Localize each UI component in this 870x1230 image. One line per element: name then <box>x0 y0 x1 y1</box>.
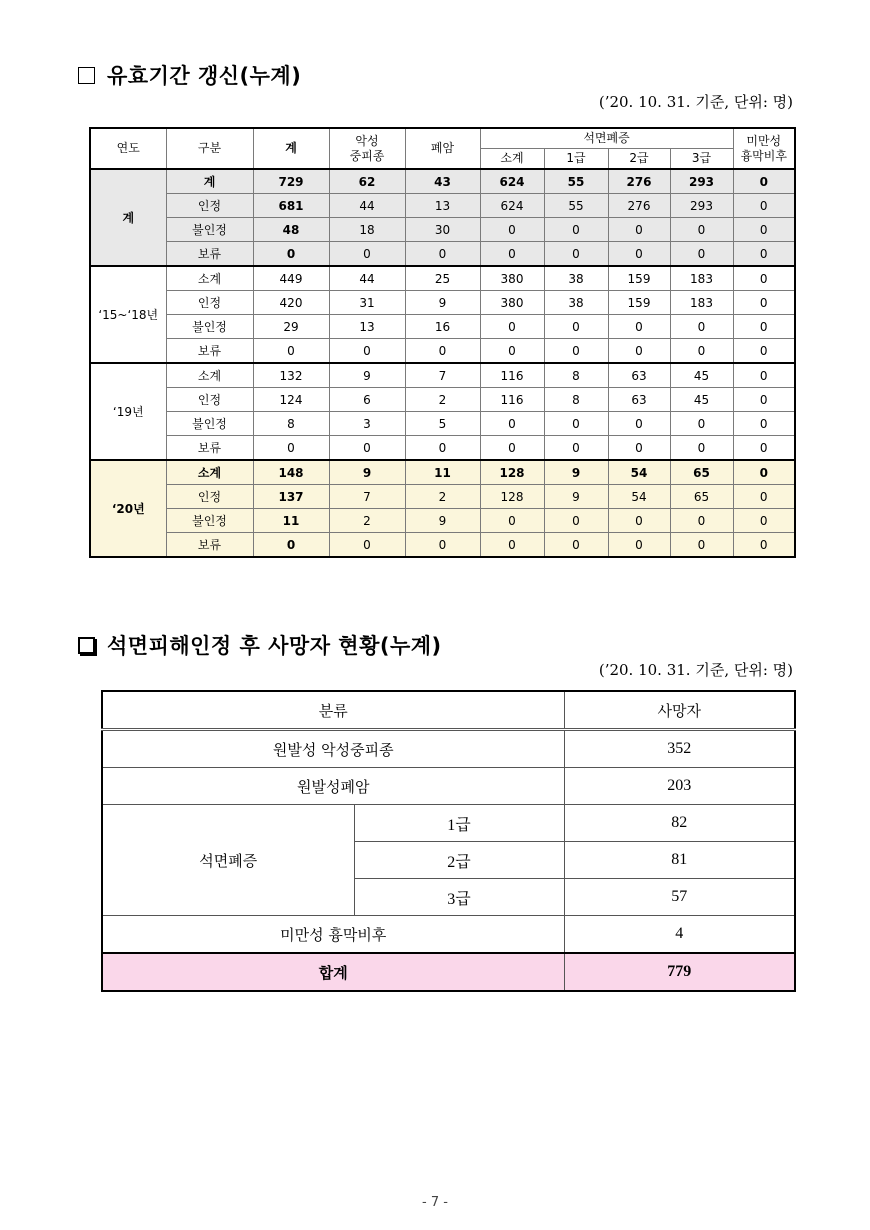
deaths-table <box>101 690 796 992</box>
row-label: 불인정 <box>166 315 253 339</box>
value-cell: 0 <box>544 509 608 533</box>
value-cell: 65 <box>670 485 733 509</box>
row-asbestosis-value: 81 <box>564 842 795 879</box>
value-cell: 0 <box>733 533 795 558</box>
value-cell: 0 <box>405 436 480 461</box>
renewal-table <box>89 127 796 558</box>
table-row <box>90 169 795 194</box>
row-label: 인정 <box>166 485 253 509</box>
value-cell: 9 <box>544 460 608 485</box>
value-cell: 0 <box>608 509 670 533</box>
value-cell: 2 <box>329 509 405 533</box>
value-cell: 0 <box>253 339 329 364</box>
shadowed-square-icon <box>78 637 95 654</box>
value-cell: 0 <box>670 412 733 436</box>
value-cell: 159 <box>608 291 670 315</box>
value-cell: 54 <box>608 460 670 485</box>
header-grade2: 2급 <box>608 149 670 170</box>
value-cell: 0 <box>733 412 795 436</box>
header-grade3: 3급 <box>670 149 733 170</box>
section2-title <box>78 630 442 660</box>
row-label: 소계 <box>166 266 253 291</box>
value-cell: 8 <box>544 388 608 412</box>
value-cell: 18 <box>329 218 405 242</box>
row-asbestosis-grade: 3급 <box>354 879 564 916</box>
value-cell: 0 <box>480 315 544 339</box>
value-cell: 16 <box>405 315 480 339</box>
table-row <box>90 533 795 558</box>
row-lung-value: 203 <box>564 768 795 805</box>
value-cell: 0 <box>480 436 544 461</box>
section1-note: (’20. 10. 31. 기준, 단위: 명) <box>598 93 793 111</box>
row-label: 계 <box>166 169 253 194</box>
value-cell: 0 <box>544 218 608 242</box>
table-group-20 <box>90 460 795 557</box>
value-cell: 54 <box>608 485 670 509</box>
table-row <box>90 339 795 364</box>
value-cell: 0 <box>733 218 795 242</box>
value-cell: 0 <box>733 315 795 339</box>
value-cell: 6 <box>329 388 405 412</box>
value-cell: 0 <box>253 436 329 461</box>
value-cell: 38 <box>544 266 608 291</box>
value-cell: 0 <box>329 242 405 267</box>
value-cell: 62 <box>329 169 405 194</box>
value-cell: 0 <box>608 412 670 436</box>
table-row <box>90 485 795 509</box>
value-cell: 183 <box>670 291 733 315</box>
row-label: 인정 <box>166 194 253 218</box>
value-cell: 9 <box>405 509 480 533</box>
value-cell: 0 <box>733 509 795 533</box>
header-mesothelioma: 악성 중피종 <box>329 128 405 169</box>
value-cell: 0 <box>480 509 544 533</box>
value-cell: 0 <box>544 436 608 461</box>
value-cell: 420 <box>253 291 329 315</box>
value-cell: 0 <box>670 436 733 461</box>
year-cell: ‘19년 <box>90 363 166 460</box>
value-cell: 9 <box>405 291 480 315</box>
value-cell: 0 <box>733 436 795 461</box>
value-cell: 44 <box>329 266 405 291</box>
value-cell: 30 <box>405 218 480 242</box>
value-cell: 0 <box>608 339 670 364</box>
table-row <box>90 412 795 436</box>
value-cell: 128 <box>480 485 544 509</box>
value-cell: 380 <box>480 291 544 315</box>
value-cell: 0 <box>608 315 670 339</box>
value-cell: 0 <box>329 436 405 461</box>
value-cell: 124 <box>253 388 329 412</box>
table-row <box>90 242 795 267</box>
row-label: 불인정 <box>166 218 253 242</box>
value-cell: 13 <box>329 315 405 339</box>
value-cell: 0 <box>544 339 608 364</box>
value-cell: 0 <box>544 412 608 436</box>
value-cell: 137 <box>253 485 329 509</box>
row-label: 불인정 <box>166 509 253 533</box>
value-cell: 276 <box>608 194 670 218</box>
value-cell: 159 <box>608 266 670 291</box>
value-cell: 0 <box>670 315 733 339</box>
table-row <box>90 388 795 412</box>
value-cell: 44 <box>329 194 405 218</box>
value-cell: 9 <box>329 460 405 485</box>
value-cell: 0 <box>608 242 670 267</box>
table-row <box>90 315 795 339</box>
value-cell: 48 <box>253 218 329 242</box>
row-label: 보류 <box>166 436 253 461</box>
value-cell: 0 <box>544 533 608 558</box>
value-cell: 38 <box>544 291 608 315</box>
header-year: 연도 <box>90 128 166 169</box>
row-asbestosis-label: 석면폐증 <box>102 805 354 916</box>
value-cell: 0 <box>405 242 480 267</box>
value-cell: 0 <box>480 412 544 436</box>
header-asbestosis-group: 석면폐증 <box>480 128 733 149</box>
year-cell: ‘15~‘18년 <box>90 266 166 363</box>
row-asbestosis-grade: 2급 <box>354 842 564 879</box>
value-cell: 0 <box>733 460 795 485</box>
section1-title <box>78 60 301 90</box>
value-cell: 0 <box>544 242 608 267</box>
checkbox-square-icon <box>78 67 95 84</box>
section2-title-text: 석면피해인정 후 사망자 현황(누계) <box>107 634 442 658</box>
value-cell: 276 <box>608 169 670 194</box>
value-cell: 0 <box>480 242 544 267</box>
value-cell: 0 <box>608 436 670 461</box>
value-cell: 0 <box>733 339 795 364</box>
value-cell: 0 <box>329 339 405 364</box>
header-subtotal: 소계 <box>480 149 544 170</box>
value-cell: 63 <box>608 363 670 388</box>
row-asbestosis-grade: 1급 <box>354 805 564 842</box>
row-label: 보류 <box>166 339 253 364</box>
row-label: 소계 <box>166 363 253 388</box>
header-deaths: 사망자 <box>564 691 795 730</box>
value-cell: 116 <box>480 363 544 388</box>
value-cell: 183 <box>670 266 733 291</box>
value-cell: 681 <box>253 194 329 218</box>
value-cell: 8 <box>253 412 329 436</box>
header-category: 구분 <box>166 128 253 169</box>
value-cell: 11 <box>253 509 329 533</box>
section1-title-text: 유효기간 갱신(누계) <box>107 64 302 88</box>
value-cell: 0 <box>480 339 544 364</box>
header-classification: 분류 <box>102 691 564 730</box>
value-cell: 132 <box>253 363 329 388</box>
value-cell: 7 <box>405 363 480 388</box>
header-grade1: 1급 <box>544 149 608 170</box>
value-cell: 0 <box>608 533 670 558</box>
table-row <box>90 291 795 315</box>
value-cell: 0 <box>480 533 544 558</box>
row-label: 인정 <box>166 291 253 315</box>
value-cell: 0 <box>480 218 544 242</box>
value-cell: 0 <box>733 242 795 267</box>
value-cell: 0 <box>253 242 329 267</box>
value-cell: 293 <box>670 169 733 194</box>
value-cell: 0 <box>253 533 329 558</box>
value-cell: 31 <box>329 291 405 315</box>
value-cell: 13 <box>405 194 480 218</box>
value-cell: 116 <box>480 388 544 412</box>
row-total-value: 779 <box>564 953 795 991</box>
table-row <box>90 218 795 242</box>
value-cell: 0 <box>405 339 480 364</box>
value-cell: 8 <box>544 363 608 388</box>
row-mesothelioma-label: 원발성 악성중피종 <box>102 730 564 768</box>
row-label: 불인정 <box>166 412 253 436</box>
value-cell: 11 <box>405 460 480 485</box>
header-lung-cancer: 폐암 <box>405 128 480 169</box>
table-group-15-18 <box>90 266 795 363</box>
row-label: 인정 <box>166 388 253 412</box>
value-cell: 9 <box>329 363 405 388</box>
value-cell: 0 <box>329 533 405 558</box>
value-cell: 0 <box>733 363 795 388</box>
value-cell: 0 <box>544 315 608 339</box>
value-cell: 2 <box>405 388 480 412</box>
header-pleural-thickening: 미만성 흉막비후 <box>733 128 795 169</box>
row-asbestosis-value: 82 <box>564 805 795 842</box>
value-cell: 624 <box>480 194 544 218</box>
value-cell: 380 <box>480 266 544 291</box>
value-cell: 729 <box>253 169 329 194</box>
value-cell: 0 <box>670 509 733 533</box>
row-label: 보류 <box>166 242 253 267</box>
value-cell: 25 <box>405 266 480 291</box>
value-cell: 0 <box>733 194 795 218</box>
table-row <box>90 194 795 218</box>
section2-note: (’20. 10. 31. 기준, 단위: 명) <box>598 661 793 679</box>
value-cell: 63 <box>608 388 670 412</box>
value-cell: 9 <box>544 485 608 509</box>
value-cell: 0 <box>670 533 733 558</box>
value-cell: 7 <box>329 485 405 509</box>
value-cell: 55 <box>544 194 608 218</box>
value-cell: 293 <box>670 194 733 218</box>
value-cell: 43 <box>405 169 480 194</box>
row-pleural-label: 미만성 흉막비후 <box>102 916 564 954</box>
value-cell: 128 <box>480 460 544 485</box>
value-cell: 2 <box>405 485 480 509</box>
row-label: 보류 <box>166 533 253 558</box>
value-cell: 55 <box>544 169 608 194</box>
row-lung-label: 원발성폐암 <box>102 768 564 805</box>
value-cell: 29 <box>253 315 329 339</box>
year-cell: ‘20년 <box>90 460 166 557</box>
value-cell: 0 <box>733 388 795 412</box>
row-label: 소계 <box>166 460 253 485</box>
value-cell: 0 <box>608 218 670 242</box>
table-group-19 <box>90 363 795 460</box>
value-cell: 0 <box>670 339 733 364</box>
row-asbestosis-value: 57 <box>564 879 795 916</box>
year-cell: 계 <box>90 169 166 266</box>
value-cell: 3 <box>329 412 405 436</box>
value-cell: 0 <box>405 533 480 558</box>
value-cell: 624 <box>480 169 544 194</box>
value-cell: 0 <box>733 485 795 509</box>
value-cell: 65 <box>670 460 733 485</box>
value-cell: 449 <box>253 266 329 291</box>
value-cell: 5 <box>405 412 480 436</box>
value-cell: 45 <box>670 363 733 388</box>
header-total: 계 <box>253 128 329 169</box>
value-cell: 148 <box>253 460 329 485</box>
table-row <box>90 436 795 461</box>
table-row <box>90 266 795 291</box>
page-number: - 7 - <box>422 1195 448 1210</box>
row-pleural-value: 4 <box>564 916 795 954</box>
row-mesothelioma-value: 352 <box>564 730 795 768</box>
value-cell: 0 <box>670 242 733 267</box>
value-cell: 0 <box>733 266 795 291</box>
table-row <box>90 363 795 388</box>
value-cell: 0 <box>733 291 795 315</box>
value-cell: 45 <box>670 388 733 412</box>
row-total-label: 합계 <box>102 953 564 991</box>
table-row <box>90 509 795 533</box>
value-cell: 0 <box>733 169 795 194</box>
table-group-total <box>90 169 795 266</box>
table-row <box>90 460 795 485</box>
value-cell: 0 <box>670 218 733 242</box>
